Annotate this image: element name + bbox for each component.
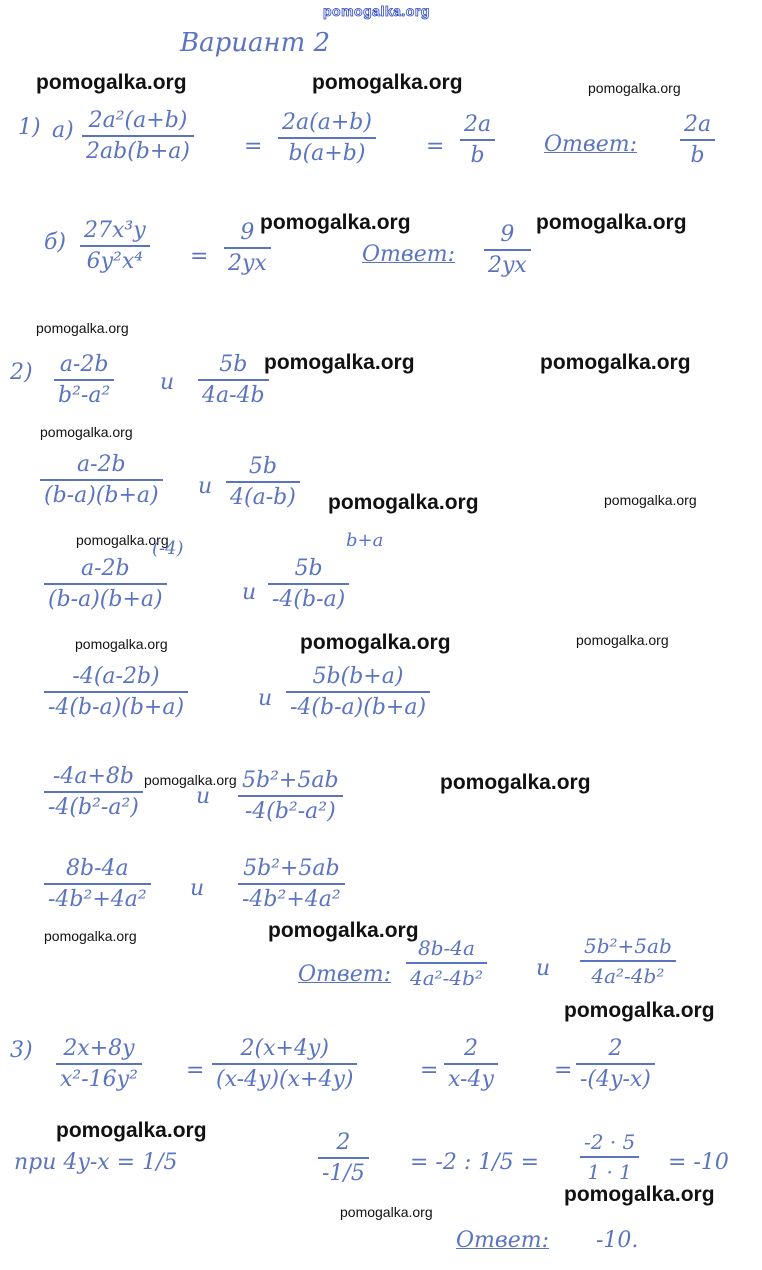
watermark: pomogalka.org	[144, 772, 237, 788]
condition: при 4y-x = 1/5	[14, 1150, 178, 1175]
answer-fraction: 9 2yx	[484, 222, 531, 278]
answer-fraction: 8b-4a 4a²-4b²	[406, 936, 487, 990]
fraction: a-2b (b-a)(b+a)	[40, 452, 163, 508]
fraction: 8b-4a -4b²+4a²	[44, 856, 151, 912]
equals-sign: =	[420, 1058, 439, 1083]
and-word: и	[160, 370, 175, 395]
answer-label: Ответ:	[456, 1228, 549, 1253]
watermark: pomogalka.org	[36, 71, 187, 94]
fraction: 5b²+5ab -4b²+4a²	[238, 856, 345, 912]
watermark: pomogalka.org	[268, 919, 419, 942]
watermark: pomogalka.org	[76, 532, 169, 548]
answer-label: Ответ:	[544, 132, 637, 157]
fraction: 5b 4a-4b	[198, 352, 269, 408]
fraction: -2 · 5 1 · 1	[580, 1130, 639, 1184]
watermark: pomogalka.org	[536, 211, 687, 234]
watermark: pomogalka.org	[300, 631, 451, 654]
task1a-label: а)	[52, 118, 74, 143]
computation-step: = -2 : 1/5 =	[410, 1150, 540, 1175]
task2-label: 2)	[10, 360, 33, 385]
answer-fraction: 2a b	[680, 112, 715, 168]
watermark: pomogalka.org	[260, 211, 411, 234]
variant-title: Вариант 2	[180, 28, 331, 58]
watermark: pomogalka.org	[264, 351, 415, 374]
watermark: pomogalka.org	[340, 1204, 433, 1220]
multiplier-mark: b+a	[346, 530, 384, 551]
fraction: 2(x+4y) (x-4y)(x+4y)	[212, 1036, 357, 1092]
task3-label: 3)	[10, 1038, 33, 1063]
result: = -10	[668, 1150, 729, 1175]
fraction: 5b -4(b-a)	[268, 556, 349, 612]
watermark: pomogalka.org	[56, 1119, 207, 1142]
fraction: 2a(a+b) b(a+b)	[278, 110, 376, 166]
watermark: pomogalka.org	[604, 492, 697, 508]
answer-value: -10.	[596, 1228, 639, 1253]
and-word: и	[196, 784, 211, 809]
answer-fraction: 5b²+5ab 4a²-4b²	[580, 934, 676, 988]
fraction: a-2b (b-a)(b+a)	[44, 556, 167, 612]
multiplier-mark: (-4)	[152, 538, 184, 559]
watermark: pomogalka.org	[564, 999, 715, 1022]
fraction: -4(a-2b) -4(b-a)(b+a)	[44, 664, 188, 720]
equals-sign: =	[186, 1058, 205, 1083]
answer-label: Ответ:	[298, 962, 391, 987]
fraction: 9 2yx	[224, 220, 271, 276]
and-word: и	[190, 876, 205, 901]
fraction: 5b(b+a) -4(b-a)(b+a)	[286, 664, 430, 720]
fraction: 2x+8y x²-16y²	[56, 1036, 142, 1092]
task1-label: 1)	[18, 115, 41, 140]
and-word: и	[242, 580, 257, 605]
answer-label: Ответ:	[362, 242, 455, 267]
fraction: 5b²+5ab -4(b²-a²)	[238, 768, 343, 824]
fraction: 2a²(a+b) 2ab(b+a)	[82, 108, 194, 164]
fraction: -4a+8b -4(b²-a²)	[44, 764, 143, 820]
watermark: pomogalka.org	[44, 928, 137, 944]
watermark: pomogalka.org	[564, 1183, 715, 1206]
and-word: и	[198, 474, 213, 499]
watermark: pomogalka.org	[328, 491, 479, 514]
equals-sign: =	[190, 244, 209, 269]
fraction: a-2b b²-a²	[54, 352, 114, 408]
watermark: pomogalka.org	[40, 424, 133, 440]
watermark-top: pomogalka.org	[323, 3, 430, 19]
fraction: 2 x-4y	[444, 1036, 498, 1092]
fraction: 2a b	[460, 112, 495, 168]
equals-sign: =	[244, 134, 263, 159]
watermark: pomogalka.org	[440, 771, 591, 794]
and-word: и	[536, 956, 551, 981]
equals-sign: =	[554, 1058, 573, 1083]
fraction: 2 -(4y-x)	[576, 1036, 655, 1092]
fraction: 5b 4(a-b)	[226, 454, 300, 510]
fraction: 27x³y 6y²x⁴	[80, 218, 150, 274]
and-word: и	[258, 686, 273, 711]
watermark: pomogalka.org	[36, 320, 129, 336]
equals-sign: =	[426, 134, 445, 159]
watermark: pomogalka.org	[75, 636, 168, 652]
watermark: pomogalka.org	[588, 80, 681, 96]
watermark: pomogalka.org	[540, 351, 691, 374]
fraction: 2 -1/5	[318, 1130, 369, 1186]
watermark: pomogalka.org	[576, 632, 669, 648]
watermark: pomogalka.org	[312, 71, 463, 94]
task1b-label: б)	[44, 230, 67, 255]
